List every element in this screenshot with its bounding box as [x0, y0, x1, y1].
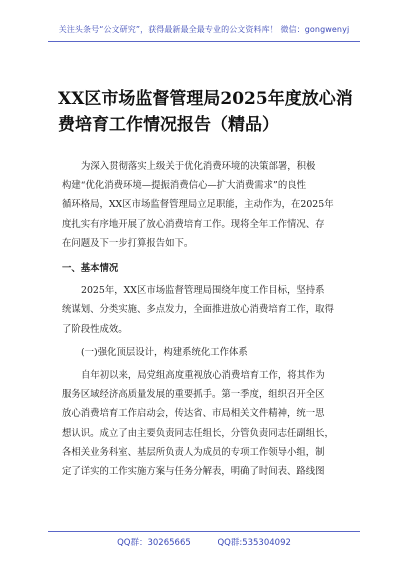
section-heading	[62, 259, 347, 278]
section1-line: 统谋划、分类实施、多点发力，全面推进放心消费培育工作，取得	[62, 304, 334, 316]
subsection-heading	[62, 343, 347, 362]
subsection1-line: 服务区域经济高质量发展的重要抓手。第一季度，组织召开全区	[62, 389, 325, 401]
footer-divider	[48, 531, 360, 532]
intro-line: 在问题及下一步打算报告如下。	[62, 237, 194, 249]
intro-paragraph	[62, 157, 347, 253]
intro-line: 度扎实有序地开展了放心消费培育工作。现将全年工作情况、存	[62, 218, 325, 230]
title-line-2: 费培育工作情况报告（精品）	[58, 115, 279, 135]
header-divider	[48, 41, 360, 42]
subsection1-line: 放心消费培育工作启动会，传达省、市局相关文件精神，统一思	[62, 408, 325, 420]
document-body	[62, 157, 347, 481]
header-banner: 关注头条号“公文研究”，获得最新最全最专业的公文资料库！ 微信：gongwenyj	[58, 25, 350, 34]
subsection1-line: 想认识。成立了由主要负责同志任组长，分管负责同志任副组长，	[62, 427, 334, 439]
subsection1-line: 定了详实的工作实施方案与任务分解表，明确了时间表、路线图	[62, 466, 325, 478]
title-line-1: XX区市场监督管理局2025年度放心消	[58, 89, 353, 109]
footer-qq-group-2: QQ群:535304092	[217, 538, 291, 548]
section1-paragraph	[62, 281, 347, 339]
section1-line: 2025年，XX区市场监督管理局围绕年度工作目标，坚持系	[81, 285, 325, 297]
intro-line: 构建“优化消费环境—提振消费信心—扩大消费需求”的良性	[62, 180, 306, 192]
subsection1-heading: (一)强化顶层设计，构建系统化工作体系	[81, 346, 248, 358]
intro-line: 为深入贯彻落实上级关于优化消费环境的决策部署，积极	[81, 161, 316, 172]
section1-heading: 一、基本情况	[62, 263, 119, 275]
document-title	[58, 86, 358, 138]
intro-line: 循环格局，XX区市场监督管理局立足职能，主动作为，在2025年	[62, 199, 334, 211]
subsection1-line: 自年初以来，局党组高度重视放心消费培育工作，将其作为	[81, 370, 325, 382]
footer-qq-group-1: QQ群：30265665	[117, 538, 191, 548]
section1-line: 了阶段性成效。	[62, 323, 128, 335]
subsection1-paragraph	[62, 366, 347, 481]
subsection1-line: 各相关业务科室、基层所负责人为成员的专项工作领导小组，制	[62, 446, 325, 458]
footer	[0, 536, 408, 548]
